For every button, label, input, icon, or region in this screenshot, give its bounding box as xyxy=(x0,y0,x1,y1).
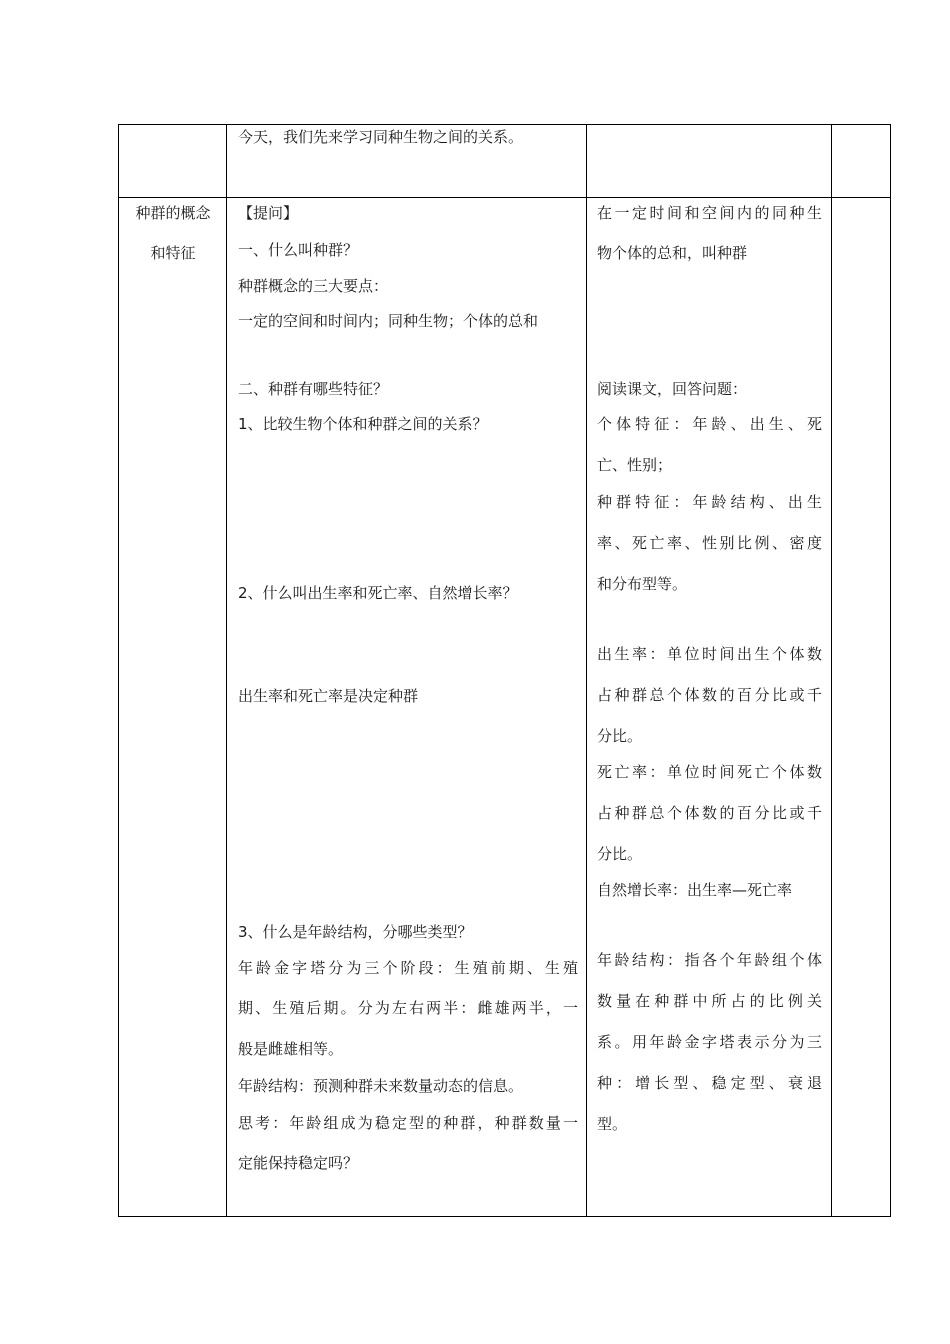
age-structure-line-4: 种：增长型、稳定型、衰退 xyxy=(597,1074,822,1092)
table-left-border xyxy=(118,124,119,1217)
row-divider xyxy=(118,197,891,198)
death-rate-line-2: 占种群总个体数的百分比或千 xyxy=(597,804,822,822)
birth-rate-line-3: 分比。 xyxy=(597,727,643,745)
intro-text: 今天，我们先来学习同种生物之间的关系。 xyxy=(238,128,524,146)
population-traits-line-1: 种群特征：年龄结构、出生 xyxy=(597,493,822,511)
individual-traits-line-2: 亡、性别； xyxy=(597,456,673,474)
population-traits-line-2: 率、死亡率、性别比例、密度 xyxy=(597,534,822,552)
table-right-border xyxy=(890,124,891,1217)
think-line-1: 思考：年龄组成为稳定型的种群，种群数量一 xyxy=(238,1114,578,1132)
column-divider-2 xyxy=(586,124,587,1217)
pyramid-line-2: 期、生殖后期。分为左右两半：雌雄两半，一 xyxy=(238,999,578,1017)
question-2-3: 3、什么是年龄结构，分哪些类型？ xyxy=(238,923,473,941)
definition-line-2: 物个体的总和，叫种群 xyxy=(597,244,748,262)
read-instruction: 阅读课文，回答问题： xyxy=(597,380,748,398)
pyramid-line-3: 般是雌雄相等。 xyxy=(238,1040,344,1058)
question-1: 一、什么叫种群？ xyxy=(238,241,359,259)
topic-label-line-2: 和特征 xyxy=(150,244,196,262)
age-structure-line-3: 系。用年龄金字塔表示分为三 xyxy=(597,1033,822,1051)
table-top-border xyxy=(118,124,891,125)
question-1-points-title: 种群概念的三大要点： xyxy=(238,277,389,295)
question-2: 二、种群有哪些特征？ xyxy=(238,380,389,398)
individual-traits-line-1: 个体特征：年龄、出生、死 xyxy=(597,415,822,433)
death-rate-line-1: 死亡率：单位时间死亡个体数 xyxy=(597,763,822,781)
age-structure-line-2: 数量在种群中所占的比例关 xyxy=(597,992,822,1010)
death-rate-line-3: 分比。 xyxy=(597,845,643,863)
definition-line-1: 在一定时间和空间内的同种生 xyxy=(597,204,822,222)
question-1-points: 一定的空间和时间内；同种生物；个体的总和 xyxy=(238,312,539,330)
population-traits-line-3: 和分布型等。 xyxy=(597,575,688,593)
column-divider-3 xyxy=(831,124,832,1217)
pyramid-line-1: 年龄金字塔分为三个阶段：生殖前期、生殖 xyxy=(238,959,578,977)
question-2-2-note: 出生率和死亡率是决定种群 xyxy=(238,687,419,705)
question-2-2: 2、什么叫出生率和死亡率、自然增长率？ xyxy=(238,584,518,602)
age-structure-use: 年龄结构：预测种群未来数量动态的信息。 xyxy=(238,1077,524,1095)
column-divider-1 xyxy=(226,124,227,1217)
ask-tag: 【提问】 xyxy=(238,204,299,222)
topic-label-line-1: 种群的概念 xyxy=(135,204,211,222)
age-structure-line-1: 年龄结构：指各个年龄组个体 xyxy=(597,951,822,969)
natural-growth-rate: 自然增长率：出生率—死亡率 xyxy=(597,881,793,899)
birth-rate-line-1: 出生率：单位时间出生个体数 xyxy=(597,645,822,663)
birth-rate-line-2: 占种群总个体数的百分比或千 xyxy=(597,686,822,704)
age-structure-line-5: 型。 xyxy=(597,1115,628,1133)
table-bottom-border xyxy=(118,1216,891,1217)
question-2-1: 1、比较生物个体和种群之间的关系？ xyxy=(238,415,488,433)
think-line-2: 定能保持稳定吗？ xyxy=(238,1154,359,1172)
